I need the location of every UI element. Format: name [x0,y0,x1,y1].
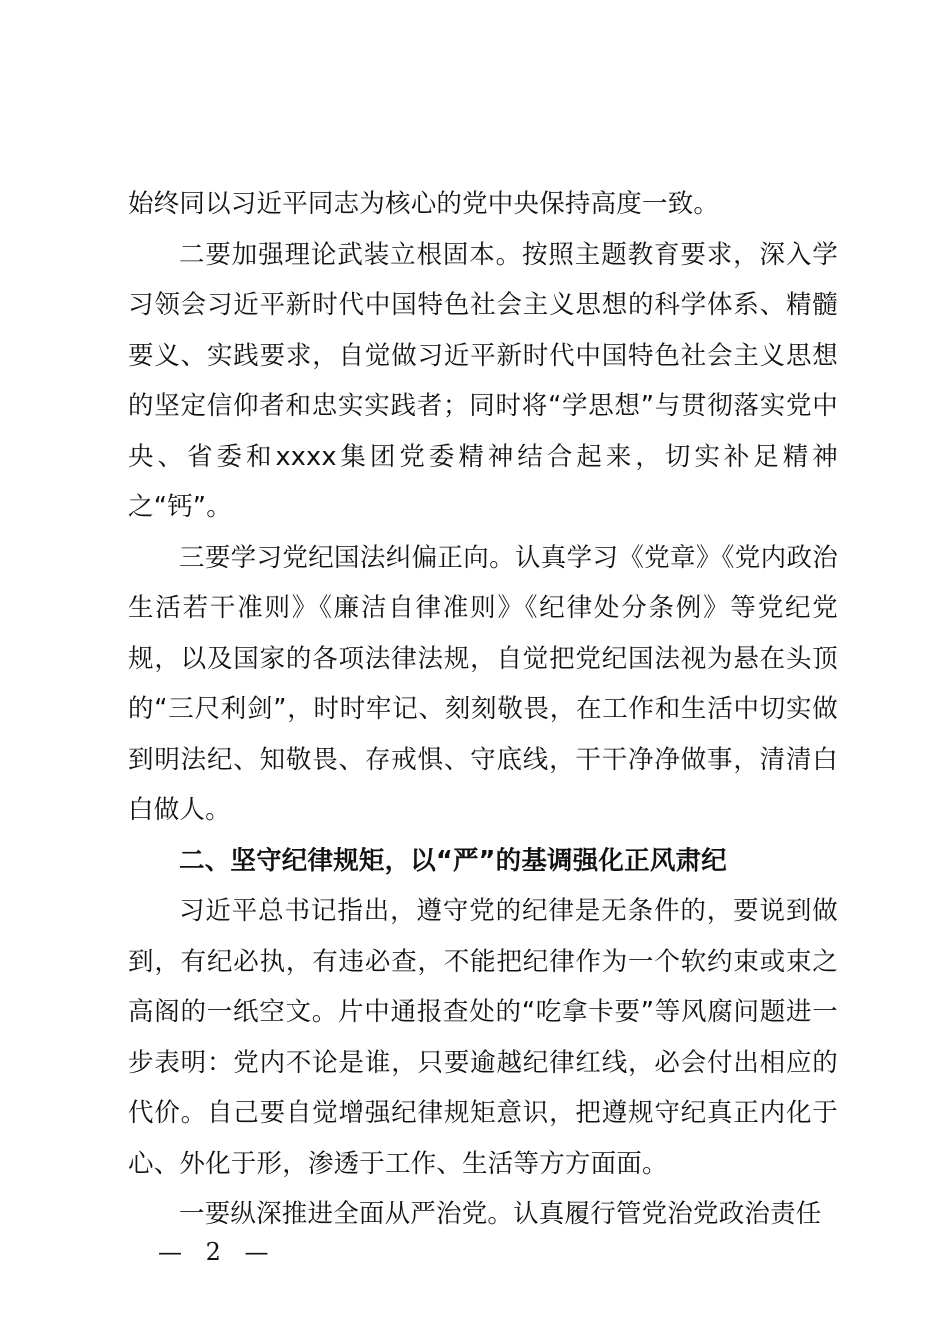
page-number: — 2 — [158,1238,277,1266]
paragraph-theory-study: 二要加强理论武装立根固本。按照主题教育要求，深入学习领会习近平新时代中国特色社会主义思想的科学体系、精髓要义、实践要求，自觉做习近平新时代中国特色社会主义思想的坚定信仰者和忠实实践者；同时将“学思想”与贯彻落实党中央、省委和xxxx集团党委精神结合起来，切实补足精神之“钙”。 [128,239,838,522]
paragraph-strict-governance: 一要纵深推进全面从严治党。认真履行管党治党政治责任 [179,1199,822,1229]
document-body [128,179,838,1240]
paragraph-discipline-rules: 习近平总书记指出，遵守党的纪律是无条件的，要说到做到，有纪必执，有违必查，不能把纪律作为一个软约束或束之高阁的一纸空文。片中通报查处的“吃拿卡要”等风腐问题进一步表明：党内不论是谁，只要逾越纪律红线，必会付出相应的代价。自己要自觉增强纪律规矩意识，把遵规守纪真正内化于心、外化于形，渗透于工作、生活等方方面面。 [128,896,838,1179]
paragraph-continuation: 始终同以习近平同志为核心的党中央保持高度一致。 [128,189,720,219]
paragraph-party-discipline-law: 三要学习党纪国法纠偏正向。认真学习《党章》《党内政治生活若干准则》《廉洁自律准则》《纪律处分条例》等党纪党规，以及国家的各项法律法规，自觉把党纪国法视为悬在头顶的“三尺利剑”，时时牢记、刻刻敬畏，在工作和生活中切实做到明法纪、知敬畏、存戒惧、守底线，干干净净做事，清清白白做人。 [128,542,838,825]
section-heading: 二、坚守纪律规矩，以“严”的基调强化正风肃纪 [179,845,727,876]
